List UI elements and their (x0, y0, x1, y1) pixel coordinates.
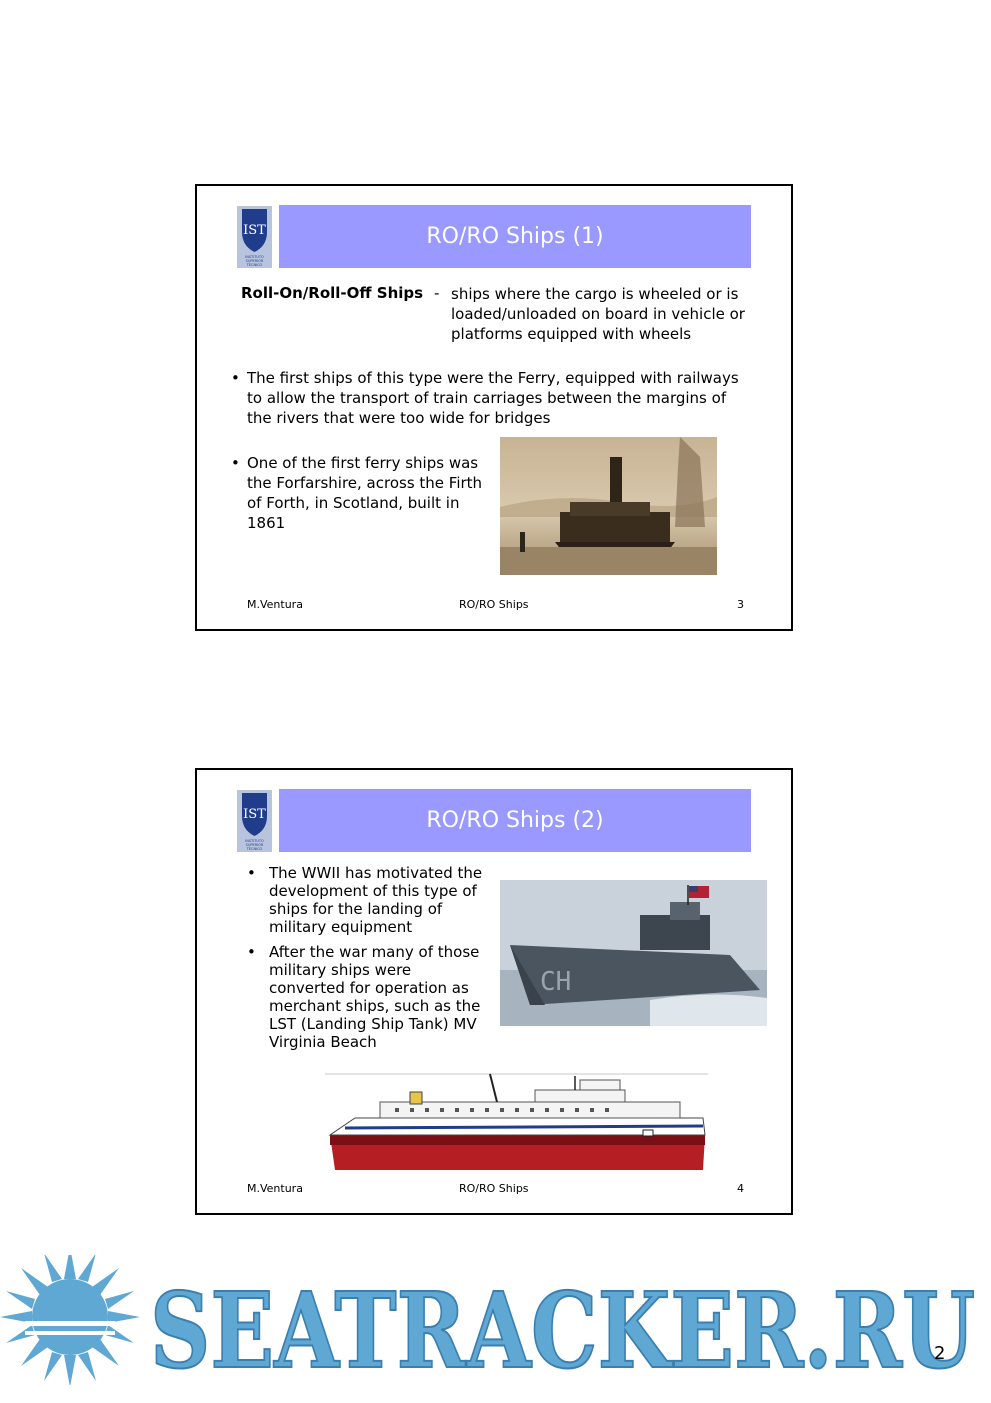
slide-2 (195, 768, 793, 1215)
svg-text:IST: IST (243, 807, 266, 822)
svg-text:TÉCNICO: TÉCNICO (246, 847, 263, 851)
landing-craft-photo (500, 880, 767, 1026)
footer-author: M.Ventura (247, 1182, 303, 1195)
bullet-dot: • (247, 864, 256, 882)
footer-slide-number: 4 (737, 1182, 744, 1195)
definition-text: ships where the cargo is wheeled or is loaded/unloaded on board in vehicle or platforms equipped with wheels (451, 285, 745, 343)
hull-text: CH (540, 967, 572, 997)
bullet-item (231, 453, 487, 533)
bullet-text: The WWII has motivated the development of this type of ships for the landing of military equipment (269, 864, 483, 936)
footer-topic: RO/RO Ships (459, 598, 529, 611)
bullet-item (247, 943, 489, 1051)
bullet-dot: • (231, 369, 240, 387)
definition-dash: - (434, 284, 440, 302)
footer-author: M.Ventura (247, 598, 303, 611)
bullet-item (231, 368, 747, 428)
footer-topic: RO/RO Ships (459, 1182, 529, 1195)
virginia-beach-ship-drawing (325, 1070, 710, 1180)
ferry-photo (500, 437, 717, 575)
svg-text:SUPERIOR: SUPERIOR (245, 843, 264, 847)
bullet-text: The first ships of this type were the Ferry, equipped with railways to allow the transport of train carriages between the margins of the rivers that were too wide for bridges (247, 369, 739, 427)
ist-logo-icon (237, 790, 272, 852)
slide-title: RO/RO Ships (2) (279, 789, 751, 852)
definition-term: Roll-On/Roll-Off Ships (241, 284, 424, 302)
slide-title: RO/RO Ships (1) (279, 205, 751, 268)
svg-text:TÉCNICO: TÉCNICO (246, 263, 263, 267)
svg-text:SUPERIOR: SUPERIOR (245, 259, 264, 263)
sun-icon (0, 1255, 140, 1385)
bullet-dot: • (247, 943, 256, 961)
svg-text:IST: IST (243, 223, 266, 238)
bullet-text: One of the first ferry ships was the Forfarshire, across the Firth of Forth, in Scotland, built in 1861 (247, 454, 483, 532)
footer-slide-number: 3 (737, 598, 744, 611)
page-number: 2 (934, 1343, 946, 1364)
bullet-dot: • (231, 454, 240, 472)
watermark-text: SEATRACKER.RU (150, 1269, 975, 1385)
seatracker-watermark (0, 1255, 991, 1385)
ist-logo-icon (237, 206, 272, 268)
bullet-item (247, 864, 489, 936)
svg-text:INSTITUTO: INSTITUTO (245, 839, 264, 843)
bullet-text: After the war many of those military ships were converted for operation as merchant ships, such as the LST (Landing Ship Tank) MV Virginia Beach (269, 943, 481, 1051)
slide-1 (195, 184, 793, 631)
bullet-list (247, 864, 489, 1058)
svg-text:INSTITUTO: INSTITUTO (245, 255, 264, 259)
